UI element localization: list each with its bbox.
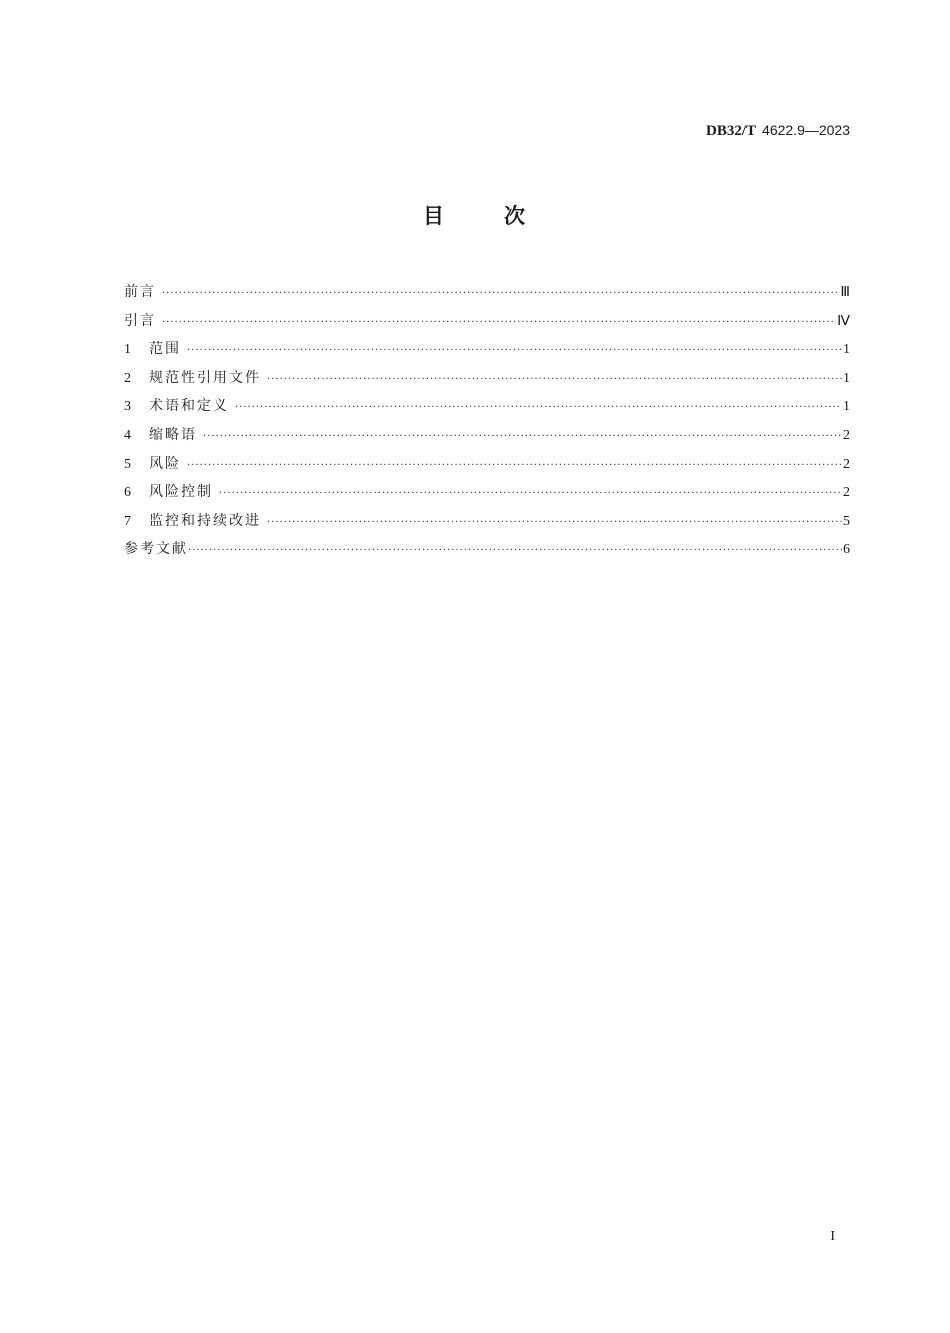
toc-entry-page: 1 [843,399,850,415]
toc-entry-risk[interactable] [124,450,850,479]
toc-entry-page: Ⅲ [840,285,850,300]
toc-entry-risk-control[interactable] [124,478,850,507]
toc-entry-page: Ⅳ [837,313,850,329]
toc-dot-leader [187,337,842,366]
toc-entry-bibliography[interactable] [124,535,850,564]
toc-dot-leader [267,366,842,395]
toc-entry-number: 2 [124,370,131,386]
page-number: I [830,1229,835,1244]
toc-entry-number: 4 [124,427,131,443]
toc-entry-label: 范围 [149,341,181,358]
toc-entry-label: 缩略语 [149,426,197,443]
toc-dot-leader [162,280,839,309]
toc-entry-label: 参考文献 [124,541,188,558]
toc-entry-number: 1 [124,342,131,358]
toc-dot-leader [235,394,842,423]
toc-entry-label: 监控和持续改进 [149,512,261,529]
toc-entry-label: 引言 [124,312,156,329]
document-code [706,121,850,140]
toc-dot-leader [162,309,836,338]
toc-entry-label: 前言 [124,284,156,300]
toc-entry-page: 1 [843,342,850,358]
toc-entry-normative-references[interactable] [124,364,850,393]
toc-entry-foreword[interactable] [124,278,850,307]
page-title: 目次 [423,204,585,228]
toc-entry-number: 6 [124,485,131,501]
toc-entry-label: 规范性引用文件 [149,369,261,386]
toc-entry-terms-definitions[interactable] [124,392,850,421]
toc-entry-abbreviations[interactable] [124,421,850,450]
toc-dot-leader [187,452,842,481]
toc-entry-page: 5 [843,513,850,529]
toc-entry-page: 2 [843,456,850,472]
toc-entry-page: 6 [843,542,850,558]
toc-entry-introduction[interactable] [124,307,850,336]
toc-dot-leader [267,509,842,538]
toc-entry-label: 风险控制 [149,484,213,501]
toc-entry-page: 2 [843,427,850,443]
toc-entry-scope[interactable] [124,335,850,364]
toc-entry-monitoring-improvement[interactable] [124,507,850,536]
toc-entry-number: 5 [124,456,131,472]
table-of-contents [124,278,850,564]
toc-entry-page: 2 [843,485,850,501]
toc-entry-page: 1 [843,370,850,386]
document-code-number: 4622.9—2023 [762,122,850,138]
toc-dot-leader [188,537,842,566]
toc-entry-number: 3 [124,399,131,415]
document-code-prefix: DB32/T [706,123,757,139]
toc-dot-leader [203,423,842,452]
toc-entry-label: 风险 [149,455,181,472]
toc-entry-label: 术语和定义 [149,398,229,415]
toc-dot-leader [219,480,842,509]
toc-entry-number: 7 [124,513,131,529]
